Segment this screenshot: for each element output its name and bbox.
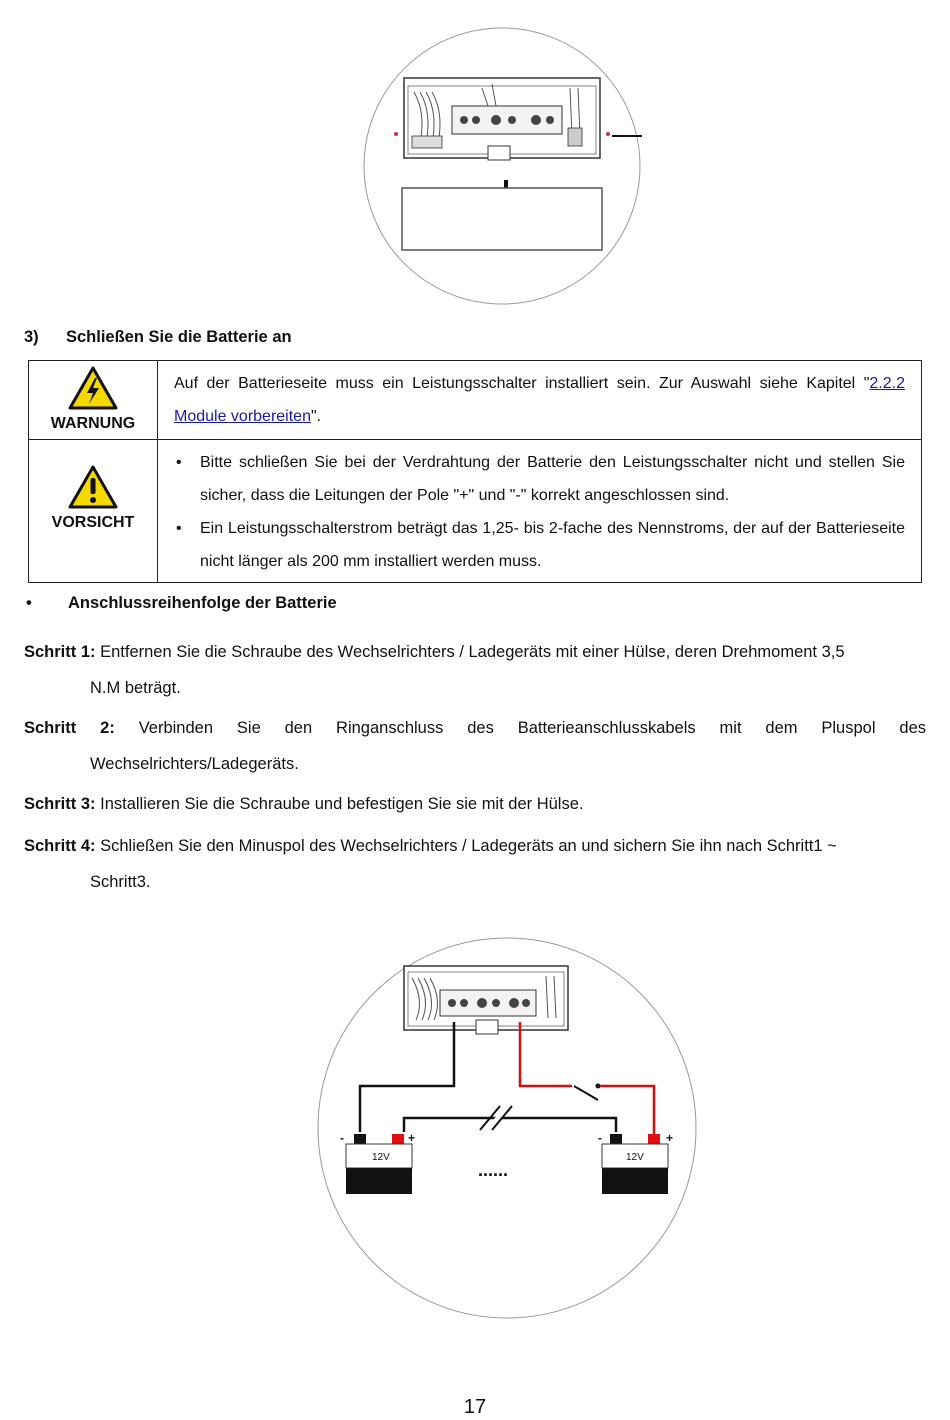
svg-text:+: + xyxy=(666,1131,674,1145)
caution-icon xyxy=(68,465,118,509)
warning-label-cell xyxy=(29,361,158,440)
step-4: Schritt 4: Schließen Sie den Minuspol des Wechselrichters / Ladegeräts an und sichern Sie ihn nach Schritt1 ~ Schritt3. xyxy=(24,837,837,891)
step-label: Schritt 3: xyxy=(24,795,96,813)
order-heading: • Anschlussreihenfolge der Batterie xyxy=(26,594,337,612)
chapter-link[interactable]: 2.2.2 Module vorbereiten xyxy=(174,375,905,425)
section-number: 3) xyxy=(24,328,39,346)
svg-text:-: - xyxy=(340,1131,344,1145)
page-number: 17 xyxy=(463,1396,487,1418)
battery-1-voltage: 12V xyxy=(372,1152,390,1163)
battery-2-voltage: 12V xyxy=(626,1152,644,1163)
bullet-dot: • xyxy=(26,594,32,612)
battery-wiring-figure xyxy=(316,936,698,1320)
step-label: Schritt 1: xyxy=(24,643,96,661)
warning-text: Auf der Batterieseite muss ein Leistungsschalter installiert sein. Zur Auswahl siehe Kapitel "2.2.2 Module vorbereiten". xyxy=(158,361,922,440)
svg-text:+: + xyxy=(408,1131,416,1145)
step-label: Schritt 4: xyxy=(24,837,96,855)
warning-label: WARNUNG xyxy=(50,415,136,432)
caution-row xyxy=(29,440,922,583)
section-title: Schließen Sie die Batterie an xyxy=(66,328,292,346)
step-label: Schritt 2: xyxy=(24,719,115,737)
caution-item: • Bitte schließen Sie bei der Verdrahtung der Batterie den Leistungsschalter nicht und stellen Sie sicher, dass die Leitungen der Pole "+" und "-" korrekt angeschlossen sind. xyxy=(174,446,905,512)
step-1: Schritt 1: Entfernen Sie die Schraube des Wechselrichters / Ladegeräts mit einer Hülse, deren Drehmoment 3,5 N.M beträgt. xyxy=(24,643,845,697)
more-batteries-ellipsis: ...... xyxy=(478,1160,509,1180)
caution-label-cell xyxy=(29,440,158,583)
battery-wiring-diagram xyxy=(316,936,698,1320)
step-2: Schritt 2: Verbinden Sie den Ringanschluss des Batterieanschlusskabels mit dem Pluspol des Wechselrichters/Ladegeräts. xyxy=(24,719,926,773)
warning-row xyxy=(29,361,922,440)
cover-removal-illustration xyxy=(362,26,642,306)
notice-table xyxy=(28,360,922,583)
caution-item: • Ein Leistungsschalterstrom beträgt das 1,25- bis 2-fache des Nennstroms, der auf der Batterieseite nicht länger als 200 mm installiert werden muss. xyxy=(174,512,905,578)
cover-removal-figure xyxy=(362,26,642,306)
electric-hazard-icon xyxy=(68,366,118,410)
caution-text xyxy=(158,440,922,583)
svg-text:-: - xyxy=(598,1131,602,1145)
caution-label: VORSICHT xyxy=(51,514,135,531)
step-3: Schritt 3: Installieren Sie die Schraube und befestigen Sie sie mit der Hülse. xyxy=(24,795,584,813)
caution-list xyxy=(174,446,905,578)
section-heading xyxy=(24,328,292,347)
